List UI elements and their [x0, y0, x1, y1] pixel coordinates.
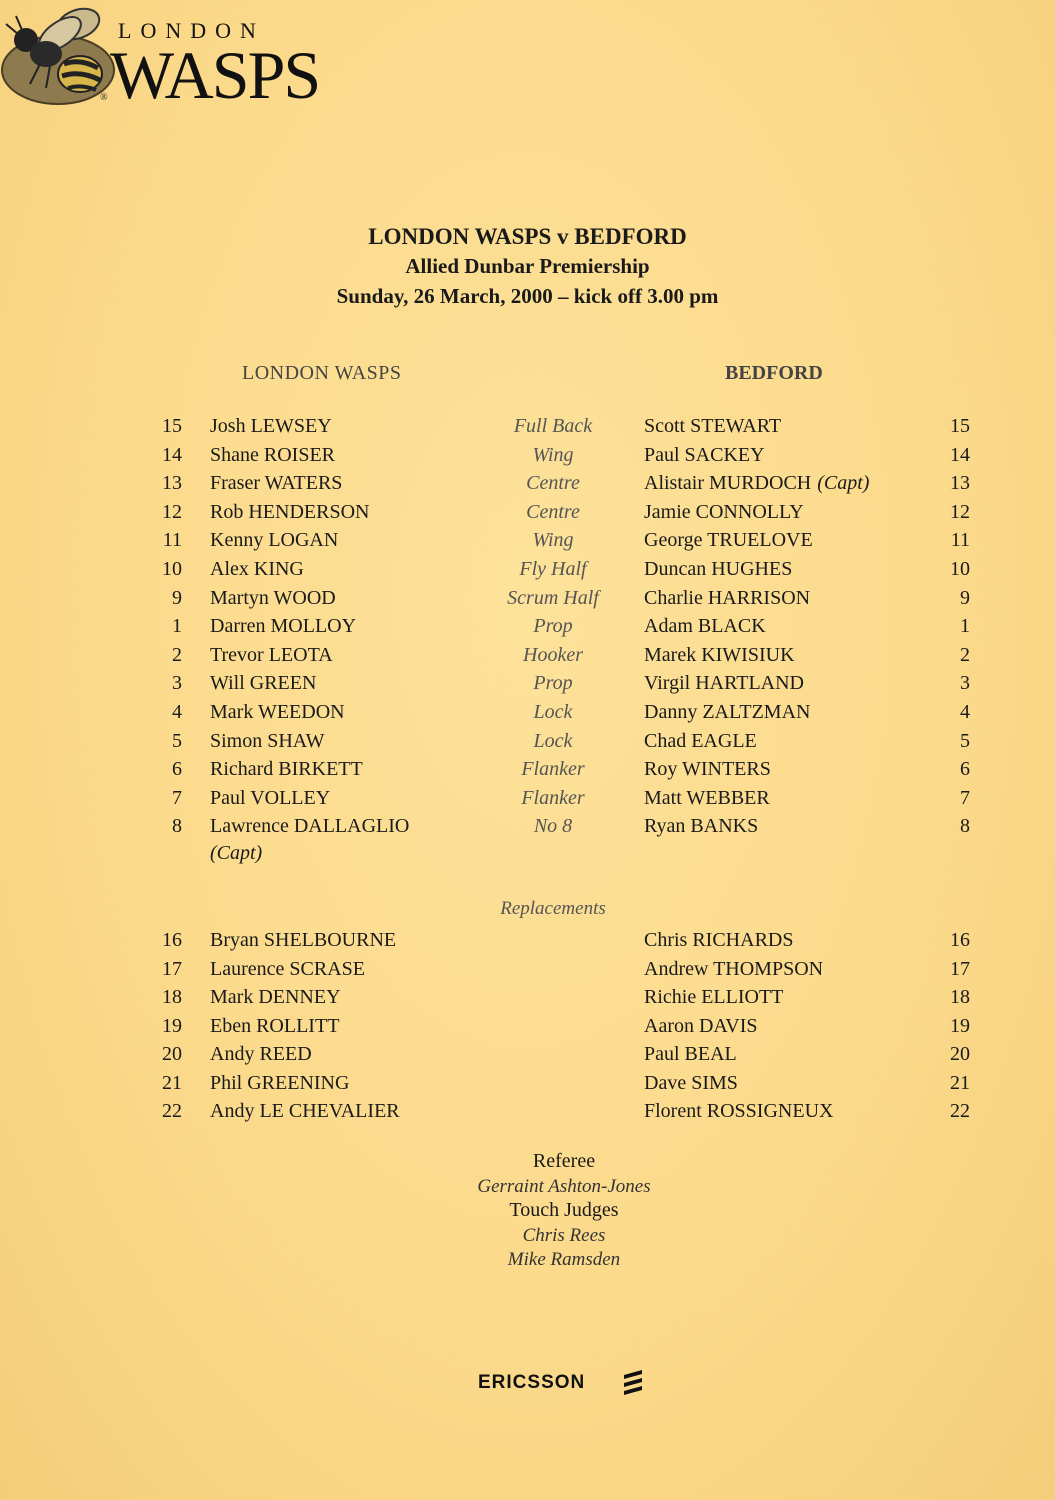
home-shirt-number: 6: [172, 758, 182, 781]
lineup-row: [0, 641, 1055, 669]
home-player-name: Alex KING: [210, 558, 304, 580]
position-label: Lock: [533, 729, 573, 752]
position-label: Centre: [526, 500, 580, 523]
lineup-row: [0, 612, 1055, 640]
touch-judge-name: Chris Rees: [522, 1225, 606, 1246]
logo-text-london: LONDON: [118, 18, 265, 43]
away-player-name: [644, 612, 766, 640]
home-captain-note: (Capt): [210, 842, 263, 864]
home-shirt-number: 2: [172, 643, 182, 666]
away-player-name: Florent ROSSIGNEUX: [644, 1100, 834, 1122]
away-shirt-number: 22: [950, 1100, 970, 1122]
replacement-row: [0, 955, 1055, 983]
away-player-name: [644, 498, 804, 526]
away-player-text: Charlie HARRISON: [644, 586, 811, 609]
home-player-name: Josh LEWSEY: [210, 415, 332, 437]
referee-name: Gerraint Ashton-Jones: [477, 1176, 651, 1197]
away-player-name: [644, 669, 804, 697]
away-player-name: [644, 441, 765, 469]
away-shirt-number: 16: [950, 929, 970, 951]
home-shirt-number: 11: [162, 529, 182, 552]
away-player-text: Marek KIWISIUK: [644, 643, 795, 666]
lineup-row: [0, 812, 1055, 840]
touch-judge-name: Mike Ramsden: [507, 1249, 621, 1270]
away-shirt-number: 5: [960, 729, 970, 752]
position-label: Lock: [533, 701, 573, 723]
home-player-name: Andy LE CHEVALIER: [210, 1100, 400, 1122]
away-player-text: Ryan BANKS: [644, 815, 759, 838]
replacement-row: [0, 983, 1055, 1011]
away-player-text: Roy WINTERS: [644, 758, 771, 781]
away-player-name: Aaron DAVIS: [644, 1014, 758, 1037]
home-shirt-number: 19: [162, 1014, 182, 1037]
away-player-text: Jamie CONNOLLY: [644, 500, 804, 523]
replacement-row: [0, 1097, 1055, 1125]
away-captain-note: (Capt): [817, 472, 870, 495]
home-shirt-number: 1: [172, 615, 182, 638]
away-player-name: [644, 555, 792, 583]
away-player-text: Duncan HUGHES: [644, 558, 793, 580]
home-player-name: Martyn WOOD: [210, 586, 336, 609]
away-team-heading: BEDFORD: [725, 362, 823, 384]
home-player-name: Paul VOLLEY: [210, 786, 331, 809]
position-label: Hooker: [523, 643, 583, 666]
away-player-name: [644, 526, 813, 554]
away-shirt-number: 15: [950, 415, 970, 437]
registered-mark: ®: [100, 92, 108, 103]
home-shirt-number: 21: [162, 1071, 182, 1094]
away-player-text: George TRUELOVE: [644, 529, 813, 552]
home-player-name: Lawrence DALLAGLIO: [210, 815, 410, 838]
home-shirt-number: 3: [172, 672, 182, 695]
away-shirt-number: 19: [950, 1014, 970, 1037]
away-shirt-number: 6: [960, 758, 970, 781]
home-shirt-number: 12: [162, 500, 182, 523]
away-shirt-number: 17: [950, 957, 970, 980]
away-shirt-number: 8: [960, 815, 970, 838]
home-shirt-number: 9: [172, 586, 182, 609]
lineup-row: [0, 412, 1055, 440]
position-label: Flanker: [521, 758, 585, 781]
home-team-heading: LONDON WASPS: [242, 362, 402, 384]
lineup-row: [0, 441, 1055, 469]
touch-judges-label: Touch Judges: [509, 1199, 619, 1221]
home-player-name: Fraser WATERS: [210, 472, 343, 495]
position-label: No 8: [533, 815, 573, 838]
club-logo: [0, 0, 320, 113]
lineup-row: [0, 526, 1055, 554]
away-player-text: Virgil HARTLAND: [644, 672, 804, 695]
match-date-kickoff: Sunday, 26 March, 2000 – kick off 3.00 pm: [336, 284, 719, 308]
away-player-text: Chad EAGLE: [644, 729, 757, 752]
lineup-row: [0, 469, 1055, 497]
lineup-row: [0, 727, 1055, 755]
home-player-name: Trevor LEOTA: [210, 643, 333, 666]
home-shirt-number: 10: [162, 558, 182, 580]
away-shirt-number: 12: [950, 500, 970, 523]
away-player-name: [644, 727, 757, 755]
replacement-row: [0, 926, 1055, 954]
home-player-name: Darren MOLLOY: [210, 615, 357, 638]
away-player-name: [644, 412, 781, 440]
away-player-name: Paul BEAL: [644, 1043, 737, 1065]
away-player-name: [644, 784, 770, 812]
away-player-name: Chris RICHARDS: [644, 929, 794, 951]
away-shirt-number: 1: [960, 615, 970, 638]
away-player-text: Danny ZALTZMAN: [644, 701, 811, 723]
home-player-name: Kenny LOGAN: [210, 529, 339, 552]
home-shirt-number: 4: [172, 701, 182, 723]
home-player-name: Rob HENDERSON: [210, 500, 370, 523]
away-shirt-number: 14: [950, 443, 970, 466]
home-player-name: Phil GREENING: [210, 1071, 350, 1094]
home-player-name: Bryan SHELBOURNE: [210, 929, 397, 951]
replacement-row: [0, 1040, 1055, 1068]
away-player-name: Andrew THOMPSON: [644, 957, 824, 980]
home-shirt-number: 22: [162, 1100, 182, 1122]
away-shirt-number: 21: [950, 1071, 970, 1094]
away-player-name: Richie ELLIOTT: [644, 986, 784, 1008]
away-shirt-number: 3: [960, 672, 970, 695]
position-label: Wing: [532, 529, 574, 552]
position-label: Full Back: [513, 415, 593, 437]
away-shirt-number: 7: [960, 786, 970, 809]
away-shirt-number: 10: [950, 558, 970, 580]
away-player-name: Dave SIMS: [644, 1071, 738, 1094]
home-player-name: Simon SHAW: [210, 729, 325, 752]
home-shirt-number: 8: [172, 815, 182, 838]
away-shirt-number: 13: [950, 472, 970, 495]
position-label: Centre: [526, 472, 580, 495]
position-label: Scrum Half: [507, 586, 599, 609]
home-shirt-number: 20: [162, 1043, 182, 1065]
home-player-name: Shane ROISER: [210, 443, 335, 466]
home-shirt-number: 13: [162, 472, 182, 495]
home-player-name: Mark WEEDON: [210, 701, 345, 723]
lineup-row: [0, 698, 1055, 726]
away-player-name: [644, 812, 758, 840]
position-label: Prop: [533, 672, 573, 695]
position-label: Prop: [533, 615, 573, 638]
home-player-name: Andy REED: [210, 1043, 312, 1065]
home-shirt-number: 18: [162, 986, 182, 1008]
home-player-name: Laurence SCRASE: [210, 957, 365, 980]
competition-name: Allied Dunbar Premiership: [405, 254, 650, 278]
away-shirt-number: 20: [950, 1043, 970, 1065]
position-label: Fly Half: [519, 558, 587, 580]
match-title: LONDON WASPS v BEDFORD: [368, 224, 687, 249]
away-shirt-number: 18: [950, 986, 970, 1008]
home-player-name: Mark DENNEY: [210, 986, 341, 1008]
lineup-row: [0, 584, 1055, 612]
lineup-row: [0, 498, 1055, 526]
home-player-name: Will GREEN: [210, 672, 317, 695]
lineup-row: [0, 784, 1055, 812]
away-player-name: [644, 584, 810, 612]
logo-text-wasps: WASPS: [110, 37, 320, 113]
home-player-name: Richard BIRKETT: [210, 758, 363, 781]
position-label: Wing: [532, 443, 574, 466]
home-shirt-number: 15: [162, 415, 182, 437]
away-player-text: Paul SACKEY: [644, 443, 765, 466]
position-label: Flanker: [521, 786, 585, 809]
away-player-text: Matt WEBBER: [644, 786, 770, 809]
away-player-name: [644, 755, 771, 783]
ericsson-logo-icon: [622, 1369, 644, 1395]
away-player-name: [644, 641, 795, 669]
replacements-heading: Replacements: [500, 898, 606, 919]
replacement-row: [0, 1012, 1055, 1040]
away-shirt-number: 11: [950, 529, 970, 552]
replacement-row: [0, 1069, 1055, 1097]
away-shirt-number: 4: [960, 701, 970, 723]
away-player-text: Adam BLACK: [644, 615, 766, 638]
home-shirt-number: 14: [162, 443, 182, 466]
lineup-row: [0, 669, 1055, 697]
home-shirt-number: 7: [172, 786, 182, 809]
away-shirt-number: 9: [960, 586, 970, 609]
home-shirt-number: 5: [172, 729, 182, 752]
lineup-row: [0, 755, 1055, 783]
home-shirt-number: 17: [162, 957, 182, 980]
away-player-name: [644, 698, 810, 726]
home-shirt-number: 16: [162, 929, 182, 951]
home-player-name: Eben ROLLITT: [210, 1014, 340, 1037]
away-player-text: Alistair MURDOCH: [644, 472, 812, 495]
away-player-text: Scott STEWART: [644, 415, 782, 437]
lineup-row: [0, 555, 1055, 583]
referee-label: Referee: [532, 1150, 596, 1172]
away-shirt-number: 2: [960, 643, 970, 666]
sponsor-name: ERICSSON: [478, 1372, 586, 1393]
away-player-name: [644, 469, 869, 497]
